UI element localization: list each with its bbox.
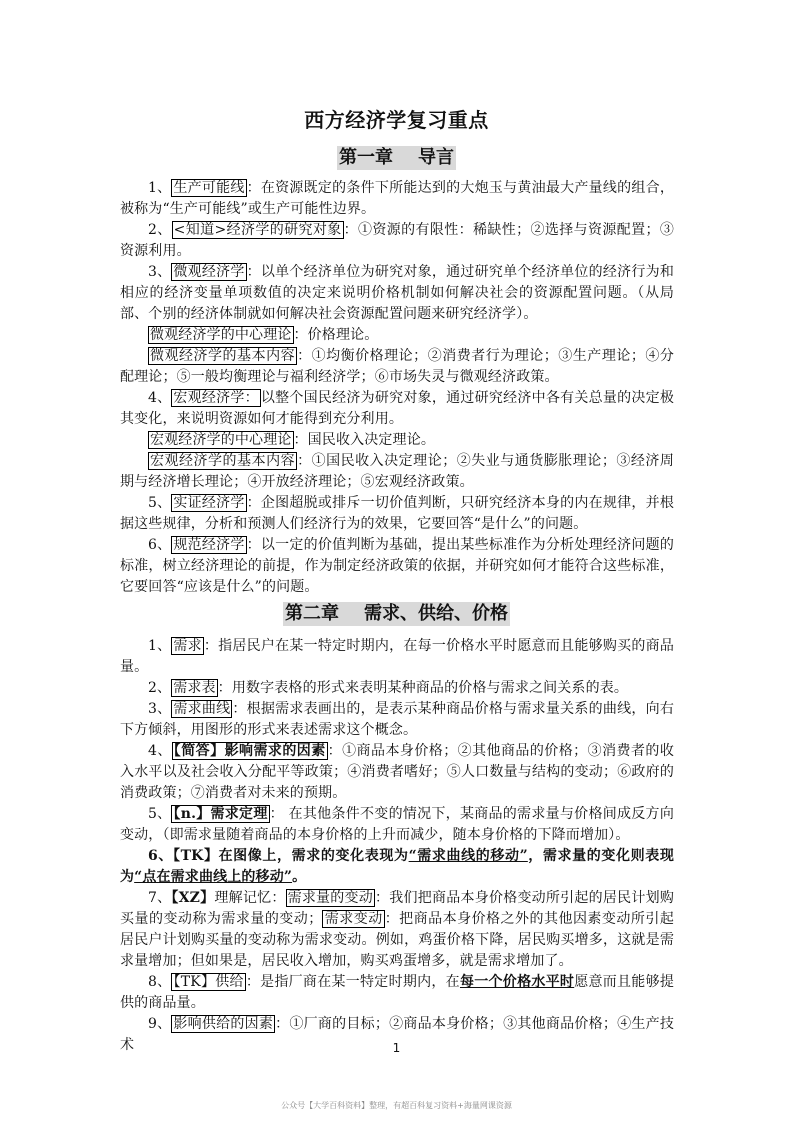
paragraph — [120, 325, 674, 346]
body-text: ：价格理论。 — [293, 327, 379, 343]
boxed-term: 需求表 — [173, 680, 216, 696]
body-text: ：根据需求表画出的，是表示某种商品价格与需求量关系的曲线，向右下方倾斜，用图形的形式来表述需求这个概念。 — [120, 701, 674, 738]
body-text: 理解记忆： — [214, 890, 286, 906]
body-text: ：以单个经济单位为研究对象，通过研究单个经济单位的经济行为和相应的经济变量单项数值的决定来说明价格机制如何解决社会的资源配置问题。（从局部、个别的经济体制就如何解决社会资源配置问题来研究经济学）。 — [120, 264, 674, 322]
boxed-term: 微观经济学的中心理论 — [150, 327, 292, 343]
boxed-term: 影响供给的因素 — [173, 1016, 274, 1032]
underlined-key-phrase: “点在需求曲线上的移动” — [134, 869, 293, 885]
paragraph — [120, 636, 674, 678]
body-text: 3、 — [148, 264, 172, 280]
boxed-term: 需求 — [173, 638, 202, 654]
boxed-term: 需求量的变动 — [287, 890, 374, 906]
underlined-key-phrase: “需求曲线的移动” — [408, 848, 528, 864]
body-text: ：我们把商品本身价格变动所引起的居民计划购买量的变动称为需求量的变动； — [120, 890, 675, 927]
chapter-heading-text: 第二章 需求、供给、价格 — [284, 603, 509, 624]
body-text: 1、 — [148, 638, 172, 654]
boxed-term: 微观经济学 — [173, 264, 245, 280]
body-text: 4、 — [148, 390, 172, 406]
paragraph — [120, 888, 674, 972]
chapter-2-body — [120, 636, 674, 1056]
paragraph — [120, 346, 674, 388]
body-text: 5、 — [148, 806, 172, 822]
body-text: ：①国民收入决定理论；②失业与通货膨胀理论；③经济周期与经济增长理论；④开放经济理论；⑤宏观经济政策。 — [120, 453, 675, 490]
chapter-heading-text: 第一章 导言 — [338, 147, 455, 168]
footer-watermark: 公众号【大学百科资料】整理，有超百科复习资料+海量网课资源 — [281, 1101, 512, 1110]
paragraph — [120, 178, 674, 220]
body-text: 3、 — [148, 701, 172, 717]
bold-text: 6、【TK】在图像上，需求的变化表现为 — [148, 848, 409, 864]
bold-text: ，需求量的变化则表现为 — [120, 848, 674, 885]
body-text: ：指居民户在某一特定时期内，在每一价格水平时愿意而且能够购买的商品量。 — [120, 638, 674, 675]
boxed-term: 【TK】供给 — [173, 974, 244, 990]
boxed-term: 需求曲线 — [173, 701, 231, 717]
paragraph — [120, 972, 674, 1014]
boxed-term: 【n.】需求定理 — [173, 806, 268, 822]
boxed-term: 宏观经济学： — [173, 390, 259, 406]
boxed-term: 宏观经济学的中心理论 — [150, 432, 292, 448]
boxed-term: 微观经济学的基本内容 — [150, 348, 296, 364]
boxed-term: 规范经济学 — [173, 537, 245, 553]
boxed-term: 实证经济学 — [173, 495, 245, 511]
paragraph — [120, 451, 674, 493]
body-text: 2、 — [148, 222, 172, 238]
body-text: 2、 — [148, 680, 172, 696]
body-text: ：是指厂商在某一特定时期内，在 — [245, 974, 460, 990]
paragraph — [120, 430, 674, 451]
body-text: ：①均衡价格理论；②消费者行为理论；③生产理论；④分配理论；⑤一般均衡理论与福利经济学；⑥市场失灵与微观经济政策。 — [120, 348, 675, 385]
paragraph — [120, 699, 674, 741]
body-text: 1、 — [148, 180, 172, 196]
paragraph — [120, 846, 674, 888]
bold-text: 【XZ】 — [171, 890, 215, 906]
body-text: ：①商品本身价格；②其他商品的价格；③消费者的收入水平以及社会收入分配平等政策；④消费者嗜好；⑤人口数量与结构的变动；⑥政府的消费政策；⑦消费者对未来的预期。 — [120, 743, 674, 801]
body-text: 9、 — [148, 1016, 172, 1032]
paragraph — [120, 493, 674, 535]
body-text: 7、 — [148, 890, 172, 906]
body-text: ： 在其他条件不变的情况下，某商品的需求量与价格间成反方向变动，（即需求量随着商品的本身价格的上升而减少，随本身价格的下降而增加）。 — [120, 806, 674, 843]
boxed-term: 生产可能线 — [173, 180, 245, 196]
body-text: 以整个国民经济为研究对象，通过研究经济中各有关总量的决定极其变化，来说明资源如何才能得到充分利用。 — [120, 390, 674, 427]
underlined-key-phrase: 每一个价格水平时 — [459, 974, 575, 990]
paragraph — [120, 535, 674, 598]
paragraph — [120, 741, 674, 804]
body-text: ：把商品本身价格之外的其他因素变动所引起居民户计划购买量的变动称为需求变动。例如，鸡蛋价格下降，居民购买增多，这就是需求量增加；但如果是，居民收入增加，购买鸡蛋增多，就是需求增加了。 — [120, 911, 674, 969]
body-text: 4、 — [148, 743, 172, 759]
body-text: 6、 — [148, 537, 172, 553]
paragraph — [120, 388, 674, 430]
document-title: 西方经济学复习重点 — [304, 108, 489, 132]
page-number: 1 — [392, 1041, 401, 1055]
body-text: ：用数字表格的形式来表明某种商品的价格与需求之间关系的表。 — [217, 680, 629, 696]
boxed-term: 宏观经济学的基本内容 — [150, 453, 296, 469]
boxed-term: 需求变动 — [324, 911, 383, 927]
chapter-1-heading — [0, 146, 793, 170]
body-text: 愿意而且能够提供的商品量。 — [120, 974, 674, 1011]
body-text: ：在资源既定的条件下所能达到的大炮玉与黄油最大产量线的组合，被称为“生产可能线”或生产可能性边界。 — [120, 180, 674, 217]
body-text: 5、 — [148, 495, 172, 511]
bold-text: 。 — [292, 869, 307, 885]
body-text: ：企图超脱或排斥一切价值判断，只研究经济本身的内在规律，并根据这些规律，分析和预测人们经济行为的效果，它要回答“是什么”的问题。 — [120, 495, 674, 532]
chapter-2-heading — [0, 602, 793, 626]
paragraph — [120, 220, 674, 262]
boxed-term: 【简答】影响需求的因素 — [173, 743, 326, 759]
body-text: ：①资源的有限性：稀缺性；②选择与资源配置；③资源利用。 — [120, 222, 674, 259]
body-text: ：以一定的价值判断为基础，提出某些标准作为分析处理经济问题的标准，树立经济理论的前提，作为制定经济政策的依据，并研究如何才能符合这些标准，它要回答“应该是什么”的问题。 — [120, 537, 674, 595]
paragraph — [120, 678, 674, 699]
body-text: ：国民收入决定理论。 — [293, 432, 435, 448]
boxed-term: <知道>经济学的研究对象 — [173, 222, 342, 238]
body-text: 8、 — [148, 974, 172, 990]
chapter-1-body — [120, 178, 674, 598]
paragraph — [120, 804, 674, 846]
paragraph — [120, 262, 674, 325]
body-text: ：①厂商的目标；②商品本身价格；③其他商品价格；④生产技术 — [120, 1016, 674, 1053]
